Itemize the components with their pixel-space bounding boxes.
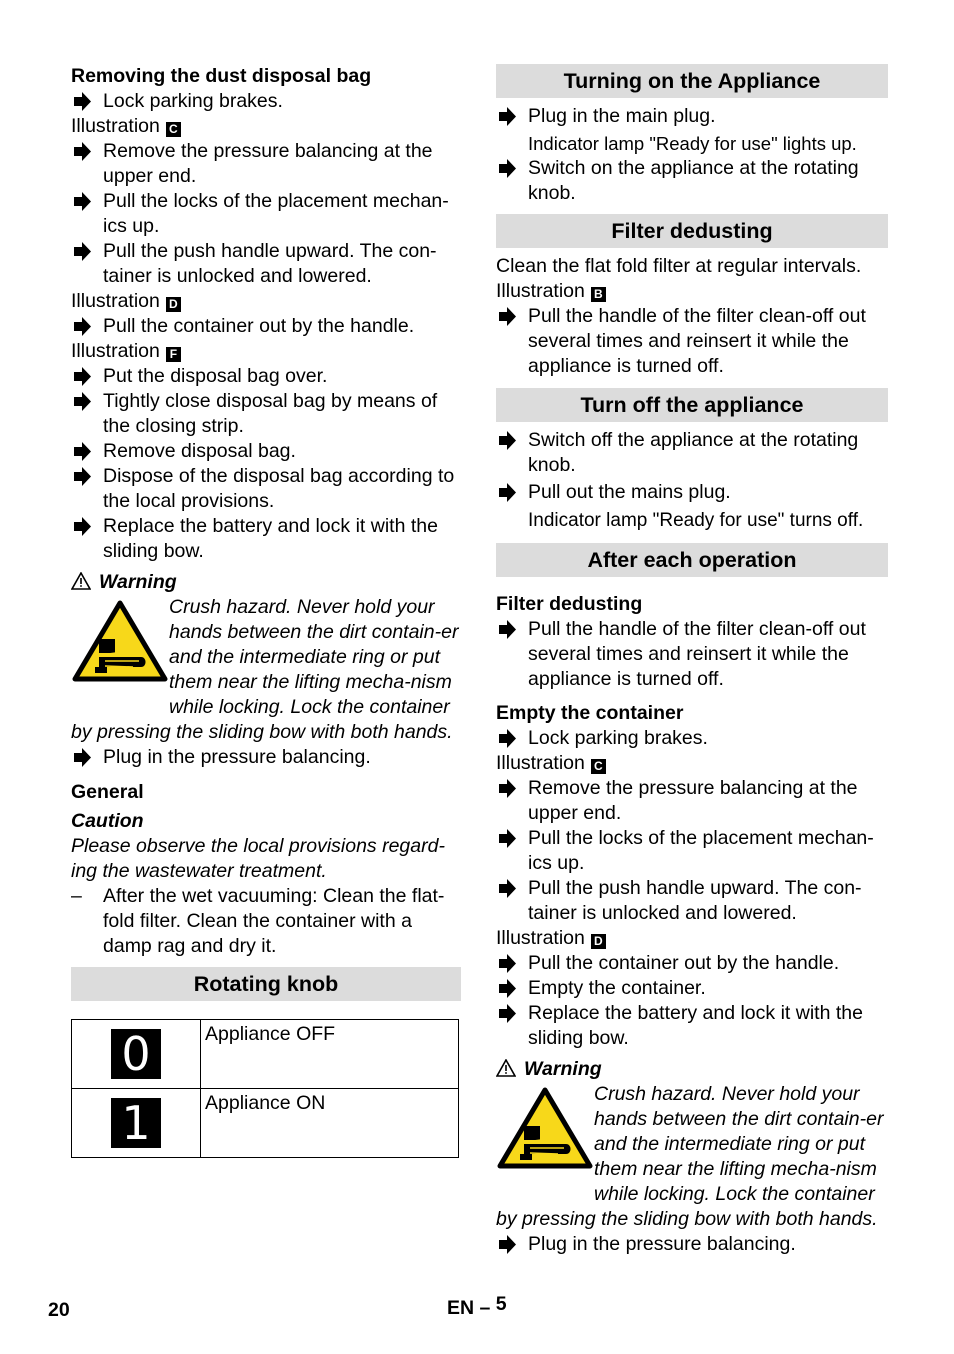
arrow-right-icon: [496, 617, 518, 642]
table-row: [72, 1089, 459, 1158]
illustration-letter: D: [591, 934, 606, 949]
step: Replace the battery and lock it with the sliding bow.: [496, 1001, 888, 1051]
arrow-right-icon: [496, 951, 518, 976]
subsection-title-filter-dedusting: Filter dedusting: [496, 593, 643, 615]
arrow-right-icon: [496, 304, 518, 329]
illustration-ref: Illustration D: [496, 926, 888, 951]
step: Pull the handle of the filter clean-off out several times and reinsert it while the appliance is turned off.: [496, 617, 888, 692]
warning-triangle-icon: [71, 572, 91, 590]
section-bar-filter-dedusting: Filter dedusting: [496, 214, 888, 248]
arrow-right-icon: [496, 1232, 518, 1257]
arrow-right-icon: [71, 514, 93, 539]
warning-heading: Warning: [496, 1057, 888, 1082]
dash-item: – After the wet vacuuming: Clean the flat-fold filter. Clean the container with a damp rag and dry it.: [71, 885, 445, 957]
page-number: 20: [48, 1299, 70, 1321]
arrow-right-icon: [496, 826, 518, 851]
section-bar-after-each-operation: After each operation: [496, 543, 888, 577]
note: Indicator lamp "Ready for use" turns off.: [528, 510, 864, 531]
language-footer: EN – 5: [447, 1293, 507, 1319]
arrow-right-icon: [496, 480, 518, 505]
arrow-right-icon: [71, 745, 93, 770]
step: Plug in the pressure balancing.: [71, 745, 461, 770]
arrow-right-icon: [496, 1001, 518, 1026]
step: Remove disposal bag.: [71, 439, 461, 464]
illustration-ref: Illustration C: [71, 114, 461, 139]
arrow-right-icon: [71, 439, 93, 464]
step: Plug in the main plug.: [496, 104, 888, 129]
arrow-right-icon: [71, 464, 93, 489]
arrow-right-icon: [71, 89, 93, 114]
step: Lock parking brakes.: [71, 89, 461, 114]
section-bar-turning-on: Turning on the Appliance: [496, 64, 888, 98]
warning-block: [71, 595, 461, 745]
step: Pull the locks of the placement mechan-ics up.: [496, 826, 888, 876]
caution-heading: Caution: [71, 810, 144, 832]
illustration-ref: Illustration D: [71, 289, 461, 314]
arrow-right-icon: [496, 726, 518, 751]
illustration-letter: B: [591, 287, 606, 302]
warning-heading: Warning: [71, 570, 461, 595]
illustration-ref: Illustration F: [71, 339, 461, 364]
arrow-right-icon: [71, 189, 93, 214]
illustration-ref: Illustration B: [496, 279, 888, 304]
illustration-letter: F: [166, 347, 181, 362]
arrow-right-icon: [71, 389, 93, 414]
step: Replace the battery and lock it with the sliding bow.: [71, 514, 461, 564]
right-column: [496, 64, 888, 1257]
step: Switch off the appliance at the rotating knob.: [496, 428, 888, 478]
step: Dispose of the disposal bag according to the local provisions.: [71, 464, 461, 514]
step: Pull the push handle upward. The con-tainer is unlocked and lowered.: [71, 239, 461, 289]
arrow-right-icon: [496, 104, 518, 129]
arrow-right-icon: [496, 156, 518, 181]
warning-block: [496, 1082, 888, 1232]
arrow-right-icon: [496, 976, 518, 1001]
warning-triangle-icon: [496, 1059, 516, 1077]
illustration-letter: C: [591, 759, 606, 774]
step: Lock parking brakes.: [496, 726, 888, 751]
step: Pull the container out by the handle.: [496, 951, 888, 976]
crush-hazard-icon: [496, 1086, 594, 1186]
step: Plug in the pressure balancing.: [496, 1232, 888, 1257]
step: Switch on the appliance at the rotating knob.: [496, 156, 888, 206]
section-title-general: General: [71, 781, 144, 803]
label-off: Appliance OFF: [201, 1020, 459, 1089]
arrow-right-icon: [496, 776, 518, 801]
illustration-ref: Illustration C: [496, 751, 888, 776]
caution-text: Please observe the local provisions regard-ing the wastewater treatment.: [71, 835, 445, 882]
symbol-on: 1: [111, 1098, 161, 1148]
left-column: [71, 64, 461, 1158]
step: Put the disposal bag over.: [71, 364, 461, 389]
section-title-removing-bag: Removing the dust disposal bag: [71, 65, 372, 87]
warning-text: Crush hazard. Never hold your hands between the dirt contain-er and the intermediate ring or put them near the lifting mecha-nism while locking. Lock the container by pressing the sliding bow with both hands.: [71, 596, 459, 743]
arrow-right-icon: [71, 314, 93, 339]
arrow-right-icon: [496, 428, 518, 453]
table-row: [72, 1020, 459, 1089]
step: Remove the pressure balancing at the upper end.: [496, 776, 888, 826]
step: Remove the pressure balancing at the upper end.: [71, 139, 461, 189]
label-on: Appliance ON: [201, 1089, 459, 1158]
arrow-right-icon: [71, 139, 93, 164]
illustration-letter: C: [166, 122, 181, 137]
subsection-title-empty-container: Empty the container: [496, 702, 684, 724]
step: Empty the container.: [496, 976, 888, 1001]
illustration-letter: D: [166, 297, 181, 312]
rotating-knob-table: [71, 1019, 459, 1158]
arrow-right-icon: [496, 876, 518, 901]
step: Pull the handle of the filter clean-off out several times and reinsert it while the appliance is turned off.: [496, 304, 888, 379]
arrow-right-icon: [71, 239, 93, 264]
crush-hazard-icon: [71, 599, 169, 699]
paragraph: Clean the flat fold filter at regular intervals.: [496, 255, 862, 277]
step: Pull out the mains plug.: [496, 480, 888, 505]
step: Pull the push handle upward. The con-tainer is unlocked and lowered.: [496, 876, 888, 926]
arrow-right-icon: [71, 364, 93, 389]
warning-text: Crush hazard. Never hold your hands between the dirt contain-er and the intermediate ring or put them near the lifting mecha-nism while locking. Lock the container by pressing the sliding bow with both hands.: [496, 1083, 884, 1230]
step: Tightly close disposal bag by means of the closing strip.: [71, 389, 461, 439]
step: Pull the locks of the placement mechan-ics up.: [71, 189, 461, 239]
section-bar-rotating-knob: Rotating knob: [71, 967, 461, 1001]
section-bar-turn-off: Turn off the appliance: [496, 388, 888, 422]
symbol-off: 0: [111, 1029, 161, 1079]
step: Pull the container out by the handle.: [71, 314, 461, 339]
note: Indicator lamp "Ready for use" lights up.: [528, 133, 857, 154]
